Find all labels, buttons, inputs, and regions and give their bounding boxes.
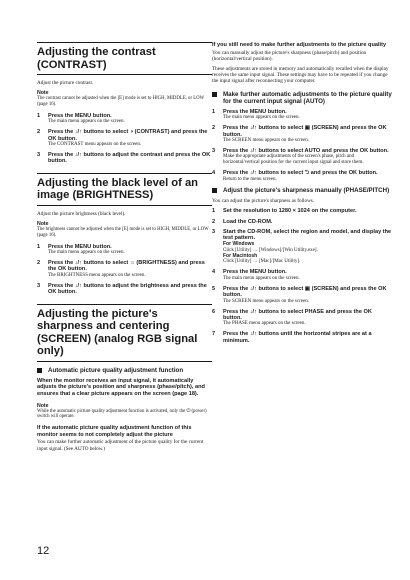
body-paragraph: You can make further automatic adjustment of the picture quality for the current input signal. (See AUTO below.) xyxy=(37,439,204,452)
step-text: Press the ↓/↑ buttons to select PHASE and press the OK button. xyxy=(223,308,372,321)
intro-text: Adjust the picture contrast. xyxy=(37,80,94,86)
step-subtext: Make the appropriate adjustments of the screen's phase, pitch and horizontal/vertical position for the current input signal and store them. xyxy=(223,154,364,166)
step-subtext: The main menu appears on the screen. xyxy=(48,119,125,125)
section-rule xyxy=(37,361,212,362)
intro-text: You can adjust the picture's sharpness as follows. xyxy=(212,197,315,204)
note-label: Note xyxy=(37,402,49,409)
step-item xyxy=(212,125,392,144)
step-subtext: The BRIGHTNESS menu appears on the screen. xyxy=(48,272,146,278)
step-number: 1 xyxy=(212,208,216,215)
step-item xyxy=(212,331,392,344)
step-text: Press the MENU button. xyxy=(223,269,287,276)
step-subtext: Click [Utility] → [Windows]/[Win Utility.exe]. xyxy=(223,247,318,253)
body-paragraph: These adjustments are stored in memory and automatically recalled when the display receives the same input signal. These settings may have to be repeated if you change the input signal after reconnecting your computer. xyxy=(212,66,389,85)
step-text: Press the ↓/↑ buttons to select ☼ (BRIGHTNESS) and press the OK button. xyxy=(48,260,205,273)
step-item xyxy=(212,208,392,214)
step-number: 4 xyxy=(212,269,216,276)
step-subtext: The main menu appears on the screen. xyxy=(223,115,300,121)
bold-paragraph: When the monitor receives an input signal, it automatically adjusts the picture's position and sharpness (phase/pitch), and ensures that a clear picture appears on the screen (page 18). xyxy=(37,377,205,397)
step-number: 3 xyxy=(37,152,41,159)
step-number: 3 xyxy=(212,148,216,155)
section-title-brightness: Adjusting the black level of an image (BRIGHTNESS) xyxy=(37,176,199,202)
step-number: 2 xyxy=(37,260,41,267)
step-subtext: Return to the menu screen. xyxy=(223,176,277,182)
right-column xyxy=(212,42,392,348)
step-item xyxy=(212,286,392,305)
step-subtext: The CONTRAST menu appears on the screen. xyxy=(48,142,142,148)
section-rule xyxy=(37,304,212,305)
step-text: Press the ↓/↑ buttons to select ▣ (SCREEN) and press the OK button. xyxy=(223,285,387,299)
step-number: 3 xyxy=(212,228,216,235)
step-number: 1 xyxy=(37,112,41,119)
step-number: 3 xyxy=(37,282,41,289)
step-subtext: The main menu appears on the screen. xyxy=(48,250,125,256)
note-text: While the automatic picture quality adjustment function is activated, only the ⏻ (power) switch will operate. xyxy=(37,408,207,420)
step-item xyxy=(37,283,212,296)
section-title-screen: Adjusting the picture's sharpness and centering (SCREEN) (analog RGB signal only) xyxy=(37,307,198,358)
note-label: Note xyxy=(37,221,49,228)
square-bullet-icon xyxy=(212,188,217,193)
step-subtext: The PHASE menu appears on the screen. xyxy=(223,321,306,327)
step-item xyxy=(37,244,212,256)
step-text: Load the CD-ROM. xyxy=(223,218,273,225)
bold-paragraph: If the automatic picture quality adjustment function of this monitor seems to not completely adjust the picture xyxy=(37,425,192,438)
step-item xyxy=(212,309,392,328)
step-text: Press the ↓/↑ buttons to adjust the contrast and press the OK button. xyxy=(48,152,211,165)
step-text: Press the MENU button. xyxy=(223,108,287,115)
left-column xyxy=(37,42,212,456)
step-item xyxy=(37,260,212,279)
step-subtext: The SCREEN menu appears on the screen. xyxy=(223,298,309,304)
section-title-contrast: Adjusting the contrast (CONTRAST) xyxy=(37,46,156,71)
step-text: Set the resolution to 1280 × 1024 on the computer. xyxy=(223,208,357,215)
subheading-text: Adjust the picture's sharpness manually (PHASE/PITCH) xyxy=(223,186,390,194)
step-text: Press the ↓/↑ buttons until the horizontal stripes are at a minimum. xyxy=(223,331,372,344)
square-bullet-icon xyxy=(37,368,42,373)
step-number: 1 xyxy=(37,243,41,250)
subheading xyxy=(212,91,392,105)
step-subtext: The main menu appears on the screen. xyxy=(223,275,300,281)
step-text: Press the ↓/↑ buttons to select AUTO and press the OK button. xyxy=(223,148,389,155)
bold-paragraph: If you still need to make further adjustments to the picture quality xyxy=(212,42,387,48)
step-item xyxy=(212,269,392,281)
subheading-text: Automatic picture quality adjustment function xyxy=(48,366,184,374)
note-label: Note xyxy=(37,90,49,97)
step-item xyxy=(212,219,392,225)
step-item xyxy=(37,152,212,165)
body-paragraph: You can manually adjust the picture's sharpness (phase/pitch) and position (horizontal/vertical position). xyxy=(212,49,367,62)
subheading xyxy=(37,367,212,374)
step-text: Press the ↓/↑ buttons to select ⮌ and press the OK button. xyxy=(223,170,378,177)
note-text: The contrast cannot be adjusted when the [E] mode is set to HIGH, MIDDLE, or LOW (page 16). xyxy=(37,96,205,107)
subheading-text: Make further automatic adjustments to the picture quality for the current input signal (AUTO) xyxy=(223,90,392,105)
step-number: 6 xyxy=(212,308,216,315)
step-item xyxy=(212,229,392,265)
step-number: 2 xyxy=(212,125,216,132)
step-item xyxy=(212,170,392,182)
step-number: 5 xyxy=(212,285,216,292)
section-rule xyxy=(37,42,212,43)
square-bullet-icon xyxy=(212,92,217,97)
subheading xyxy=(212,187,392,194)
step-number: 1 xyxy=(212,108,216,115)
step-text: Press the MENU button. xyxy=(48,112,112,119)
intro-text: Adjust the picture brightness (black level). xyxy=(37,210,126,217)
step-subtext: The SCREEN menu appears on the screen. xyxy=(223,138,309,144)
note-text: The brightness cannot be adjusted when the [E] mode is set to HIGH, MIDDLE, or LOW (page 16). xyxy=(37,227,209,238)
step-text: Start the CD-ROM, select the region and model, and display the test pattern. xyxy=(223,228,392,242)
step-item xyxy=(212,148,392,166)
section-rule xyxy=(37,74,212,75)
step-text: Press the MENU button. xyxy=(48,243,112,250)
page-number: 12 xyxy=(37,545,50,557)
step-text: Press the ↓/↑ buttons to select ▣ (SCREEN) and press the OK button. xyxy=(223,125,387,138)
step-number: 7 xyxy=(212,331,216,338)
step-text: Press the ↓/↑ buttons to select ◑ (CONTRAST) and press the OK button. xyxy=(48,129,208,142)
step-item xyxy=(212,109,392,121)
step-item xyxy=(37,113,212,125)
step-item xyxy=(37,129,212,148)
step-number: 4 xyxy=(212,170,216,177)
step-subtext: Click [Utility] → [Mac]/[Mac Utility]. xyxy=(223,259,301,265)
platform-label: For Windows xyxy=(223,240,255,247)
platform-label: For Macintosh xyxy=(223,252,258,259)
step-number: 2 xyxy=(212,218,216,225)
section-rule xyxy=(37,173,212,174)
step-number: 2 xyxy=(37,129,41,136)
step-text: Press the ↓/↑ buttons to adjust the brightness and press the OK button. xyxy=(48,282,207,296)
section-rule xyxy=(37,205,212,206)
